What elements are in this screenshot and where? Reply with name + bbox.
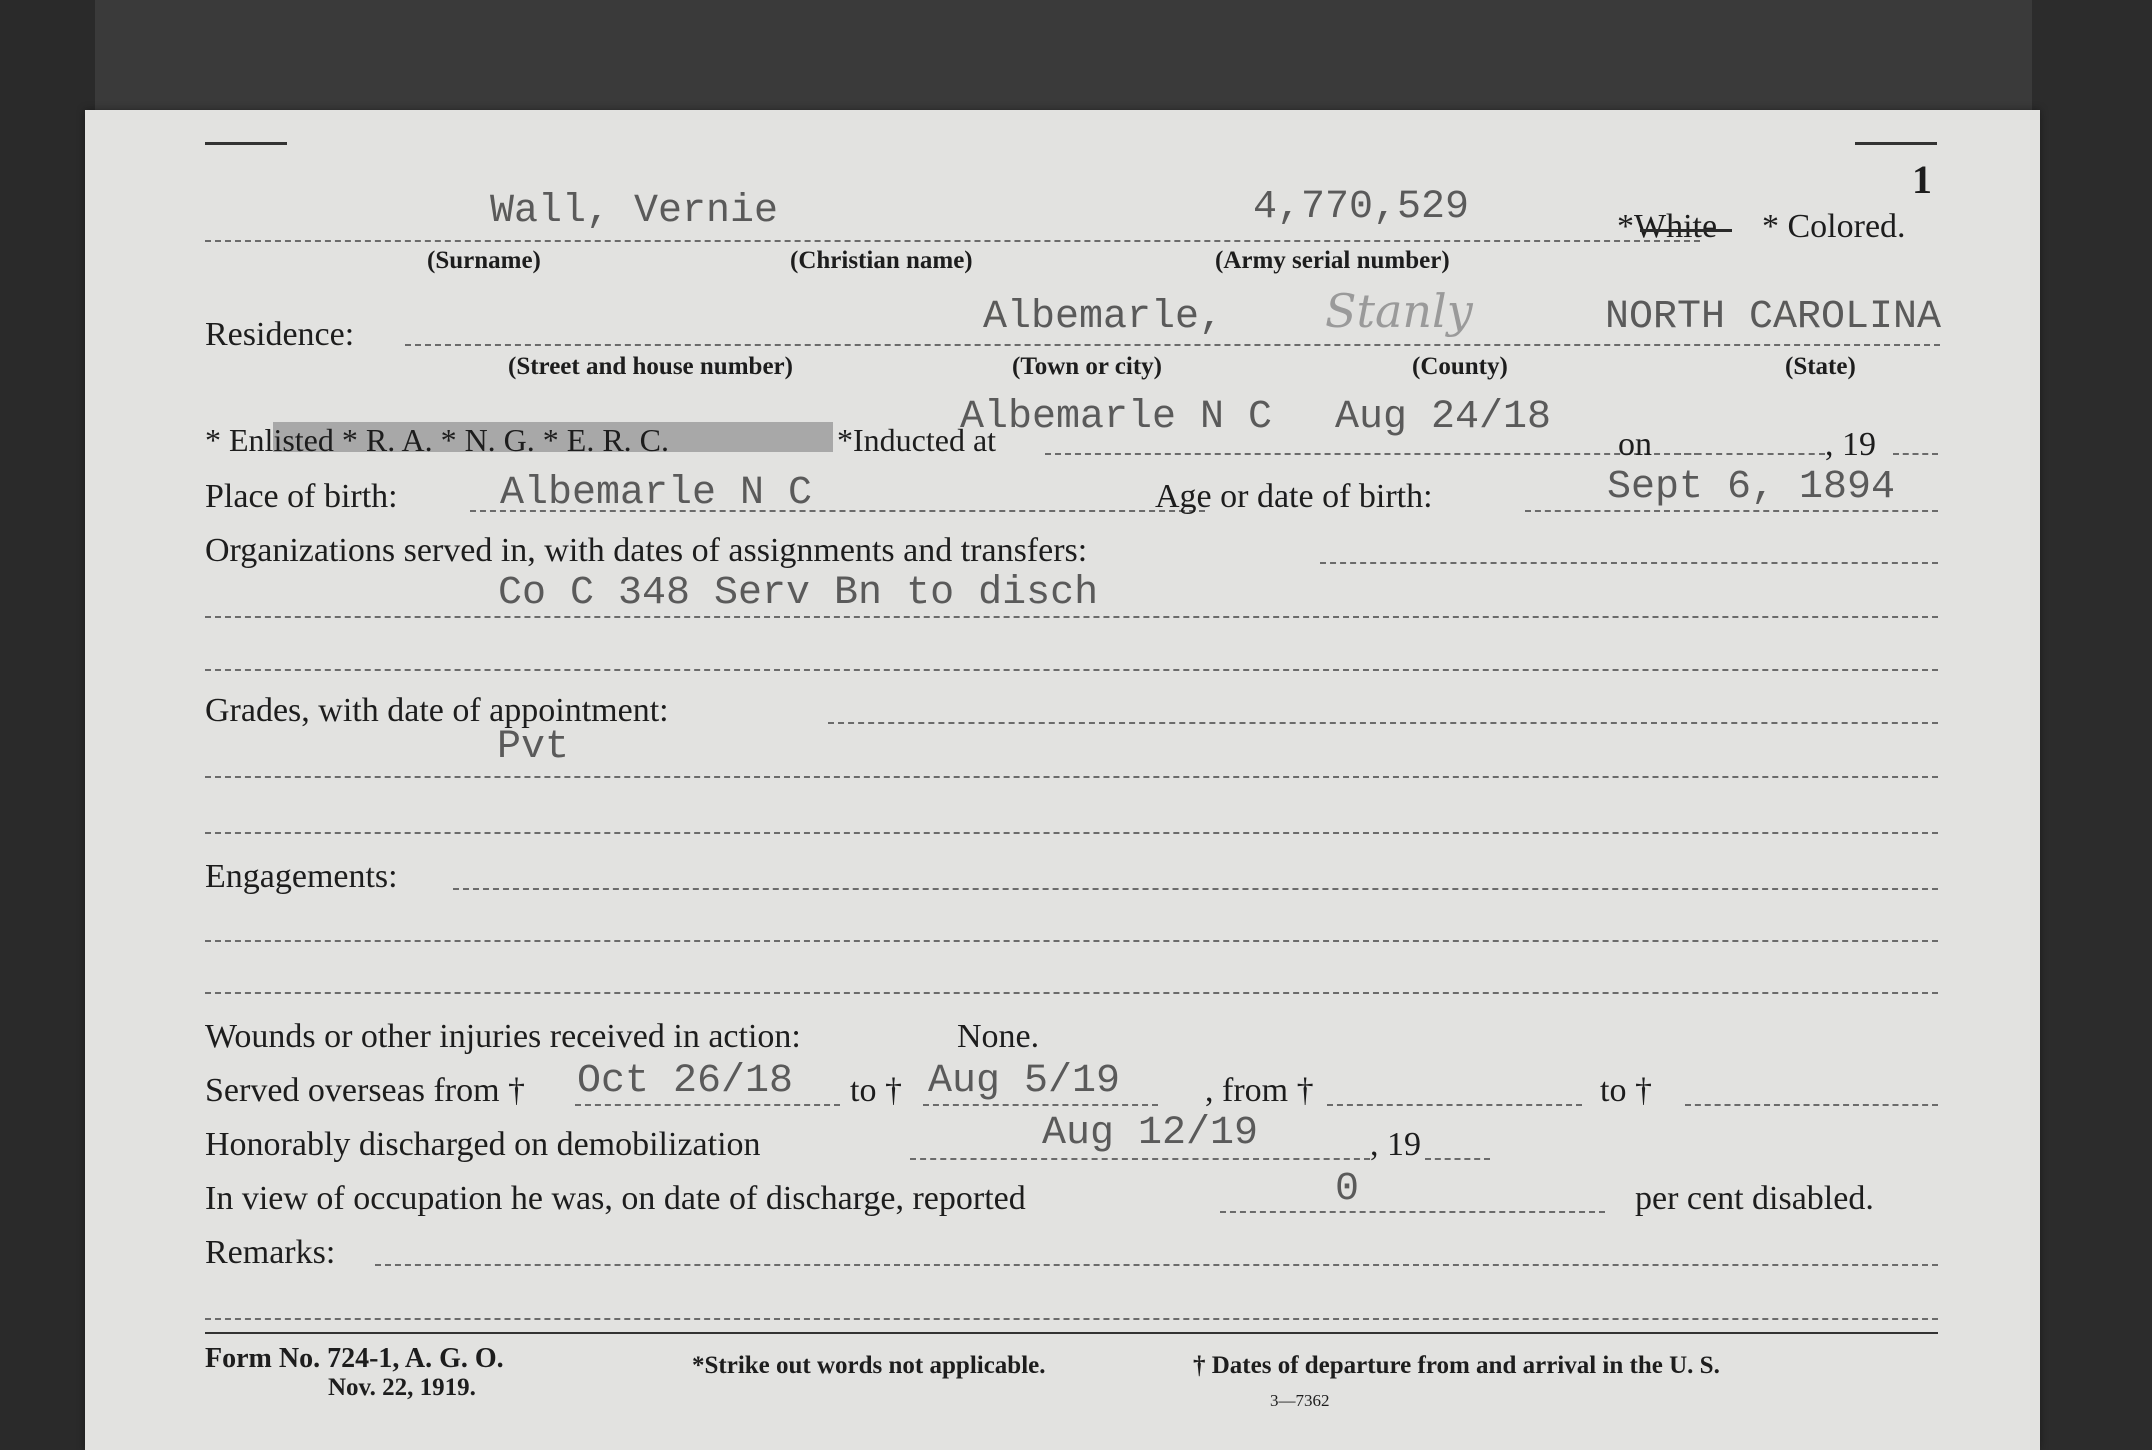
grades-line-1	[205, 776, 1938, 778]
inducted-year-label: , 19	[1825, 426, 1876, 463]
top-left-rule	[205, 142, 287, 145]
race-white: *White	[1617, 208, 1718, 245]
residence-state: NORTH CAROLINA	[1605, 295, 1942, 340]
discharge-label: Honorably discharged on demobilization	[205, 1126, 761, 1163]
disability-suffix: per cent disabled.	[1635, 1180, 1874, 1217]
overseas-to2-line	[1685, 1104, 1938, 1106]
wounds-label: Wounds or other injuries received in action:	[205, 1018, 801, 1055]
engagements-line-1	[205, 940, 1938, 942]
birth-date-label: Age or date of birth:	[1155, 478, 1433, 515]
card-number: 1	[1912, 157, 1932, 202]
engagements-line-0	[453, 888, 1938, 890]
discharge-year-line	[1425, 1158, 1490, 1160]
surname-value: Wall, Vernie	[490, 189, 779, 234]
state-caption: (State)	[1785, 353, 1856, 380]
birth-place-value: Albemarle N C	[500, 471, 813, 516]
overseas-from-value: Oct 26/18	[577, 1059, 794, 1104]
town-caption: (Town or city)	[1012, 353, 1162, 380]
wounds-value: None.	[957, 1018, 1040, 1055]
residence-town: Albemarle,	[983, 295, 1224, 340]
grades-line-0	[828, 722, 1938, 724]
organizations-line-0	[1320, 562, 1938, 564]
street-caption: (Street and house number)	[508, 353, 793, 380]
inducted-place: Albemarle N C	[960, 395, 1273, 440]
organizations-line-1	[205, 616, 1938, 618]
disability-value: 0	[1335, 1167, 1360, 1212]
overseas-from2-label: , from †	[1205, 1072, 1314, 1109]
remarks-label: Remarks:	[205, 1234, 336, 1271]
overseas-from2-line	[1327, 1104, 1582, 1106]
inducted-date: Aug 24/18	[1335, 395, 1552, 440]
residence-county: Stanly	[1325, 284, 1473, 338]
serial-value: 4,770,529	[1253, 185, 1470, 230]
discharge-line	[910, 1158, 1370, 1160]
overseas-label: Served overseas from †	[205, 1072, 526, 1109]
enlisted-options: * Enlisted * R. A. * N. G. * E. R. C.	[205, 422, 670, 458]
footer-form-date: Nov. 22, 1919.	[328, 1374, 476, 1401]
birth-date-line	[1525, 510, 1938, 512]
inducted-on-line	[1675, 453, 1825, 455]
scan-background-right	[2032, 0, 2152, 1450]
grades-label: Grades, with date of appointment:	[205, 692, 669, 729]
footer-print-code: 3—7362	[1270, 1391, 1330, 1410]
disability-label: In view of occupation he was, on date of discharge, reported	[205, 1180, 1026, 1217]
race-colored: * Colored.	[1762, 208, 1906, 245]
discharge-year-label: , 19	[1370, 1126, 1421, 1163]
remarks-line-0	[375, 1264, 1938, 1266]
race-white-strike	[1640, 229, 1732, 232]
discharge-date: Aug 12/19	[1042, 1111, 1259, 1156]
disability-line	[1220, 1211, 1605, 1213]
overseas-to-value: Aug 5/19	[928, 1059, 1121, 1104]
footer-form-number: Form No. 724-1, A. G. O.	[205, 1343, 504, 1374]
organizations-value: Co C 348 Serv Bn to disch	[498, 571, 1099, 616]
residence-label: Residence:	[205, 316, 355, 353]
overseas-to-line	[923, 1104, 1158, 1106]
county-caption: (County)	[1412, 353, 1508, 380]
engagements-label: Engagements:	[205, 858, 398, 895]
inducted-year-line	[1893, 453, 1938, 455]
christian-caption: (Christian name)	[790, 247, 973, 274]
overseas-to-label: to †	[850, 1072, 902, 1109]
residence-line	[405, 344, 1940, 346]
engagements-line-2	[205, 992, 1938, 994]
grades-value: Pvt	[497, 725, 570, 770]
organizations-label: Organizations served in, with dates of assignments and transfers:	[205, 532, 1088, 569]
footer-note-strike: *Strike out words not applicable.	[692, 1352, 1046, 1379]
serial-caption: (Army serial number)	[1215, 247, 1450, 274]
remarks-line-1	[205, 1318, 1938, 1320]
name-line	[205, 240, 1700, 242]
grades-line-2	[205, 832, 1938, 834]
service-record-card	[85, 110, 2040, 1450]
organizations-line-2	[205, 669, 1938, 671]
inducted-line	[1045, 453, 1700, 455]
birth-place-label: Place of birth:	[205, 478, 398, 515]
footer-rule	[205, 1332, 1938, 1334]
birth-place-line	[470, 510, 1205, 512]
birth-date-value: Sept 6, 1894	[1607, 465, 1896, 510]
footer-note-dates: † Dates of departure from and arrival in the U. S.	[1193, 1352, 1720, 1379]
overseas-from-line	[575, 1104, 840, 1106]
inducted-label: *Inducted at	[837, 422, 997, 458]
overseas-to2-label: to †	[1600, 1072, 1652, 1109]
surname-caption: (Surname)	[427, 247, 541, 274]
inducted-on-label: on	[1618, 426, 1652, 463]
top-right-rule	[1855, 142, 1937, 145]
scan-background-left	[0, 0, 95, 1450]
